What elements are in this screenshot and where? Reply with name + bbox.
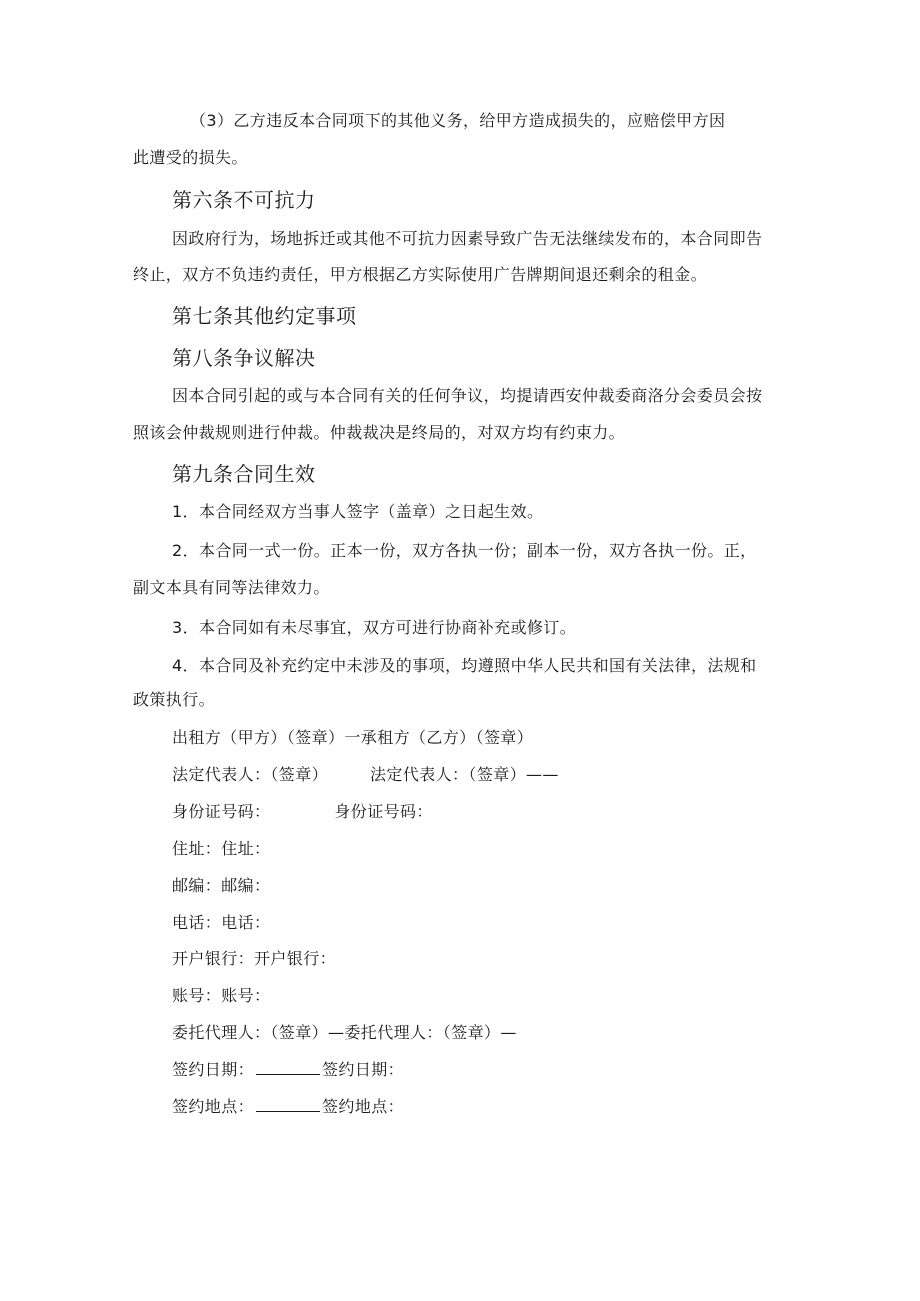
article-8-heading: 第八条争议解决 — [172, 346, 316, 370]
article-9-item-4-line-2: 政策执行。 — [133, 690, 216, 709]
legal-rep-party-b: 法定代表人：（签章）—— — [370, 765, 559, 784]
article-6-line-2: 终止，双方不负违约责任，甲方根据乙方实际使用广告牌期间退还剩余的租金。 — [133, 265, 708, 284]
article-9-heading: 第九条合同生效 — [172, 462, 316, 486]
signature-parties: 出租方（甲方）（签章）一承租方（乙方）（签章） — [172, 728, 534, 747]
sign-place-blank — [256, 1097, 320, 1112]
signature-agent: 委托代理人：（签章）—委托代理人：（签章）— — [172, 1023, 517, 1042]
article-6-heading: 第六条不可抗力 — [172, 188, 316, 212]
article-6-line-1: 因政府行为，场地拆迁或其他不可抗力因素导致广告无法继续发布的，本合同即告 — [172, 229, 763, 248]
sign-date-blank — [256, 1060, 320, 1075]
sign-place-party-b: 签约地点： — [322, 1097, 405, 1116]
sign-place-party-a: 签约地点： — [172, 1097, 255, 1116]
id-number-party-a: 身份证号码： — [172, 802, 271, 821]
article-8-line-2: 照该会仲裁规则进行仲裁。仲裁裁决是终局的，对双方均有约束力。 — [133, 423, 626, 442]
article-8-line-1: 因本合同引起的或与本合同有关的任何争议，均提请西安仲裁委商洛分会委员会按 — [172, 386, 763, 405]
signature-legal-rep-row — [172, 764, 559, 786]
signature-account: 账号：账号： — [172, 986, 271, 1005]
article-9-item-2-line-1: 2．本合同一式一份。正本一份，双方各执一份；副本一份，双方各执一份。正， — [172, 541, 757, 560]
article-9-item-3: 3．本合同如有未尽事宜，双方可进行协商补充或修订。 — [172, 618, 577, 637]
signature-id-row — [172, 801, 433, 823]
clause-5-item-3-line-1: （3）乙方违反本合同项下的其他义务，给甲方造成损失的，应赔偿甲方因 — [190, 111, 726, 130]
signature-date-row — [172, 1059, 404, 1081]
signature-place-row — [172, 1096, 404, 1118]
signature-phone: 电话：电话： — [172, 913, 271, 932]
signature-bank: 开户银行：开户银行： — [172, 949, 337, 968]
signature-postcode: 邮编：邮编： — [172, 876, 271, 895]
id-number-party-b: 身份证号码： — [334, 802, 433, 821]
article-7-heading: 第七条其他约定事项 — [172, 304, 357, 328]
clause-5-item-3-line-2: 此遭受的损失。 — [133, 148, 248, 167]
sign-date-party-b: 签约日期： — [322, 1060, 405, 1079]
sign-date-party-a: 签约日期： — [172, 1060, 255, 1079]
article-9-item-1: 1．本合同经双方当事人签字（盖章）之日起生效。 — [172, 502, 544, 521]
article-9-item-2-line-2: 副文本具有同等法律效力。 — [133, 578, 330, 597]
article-9-item-4-line-1: 4．本合同及补充约定中未涉及的事项，均遵照中华人民共和国有关法律，法规和 — [172, 656, 757, 675]
signature-address: 住址：住址： — [172, 839, 271, 858]
legal-rep-party-a: 法定代表人：（签章） — [172, 765, 329, 784]
